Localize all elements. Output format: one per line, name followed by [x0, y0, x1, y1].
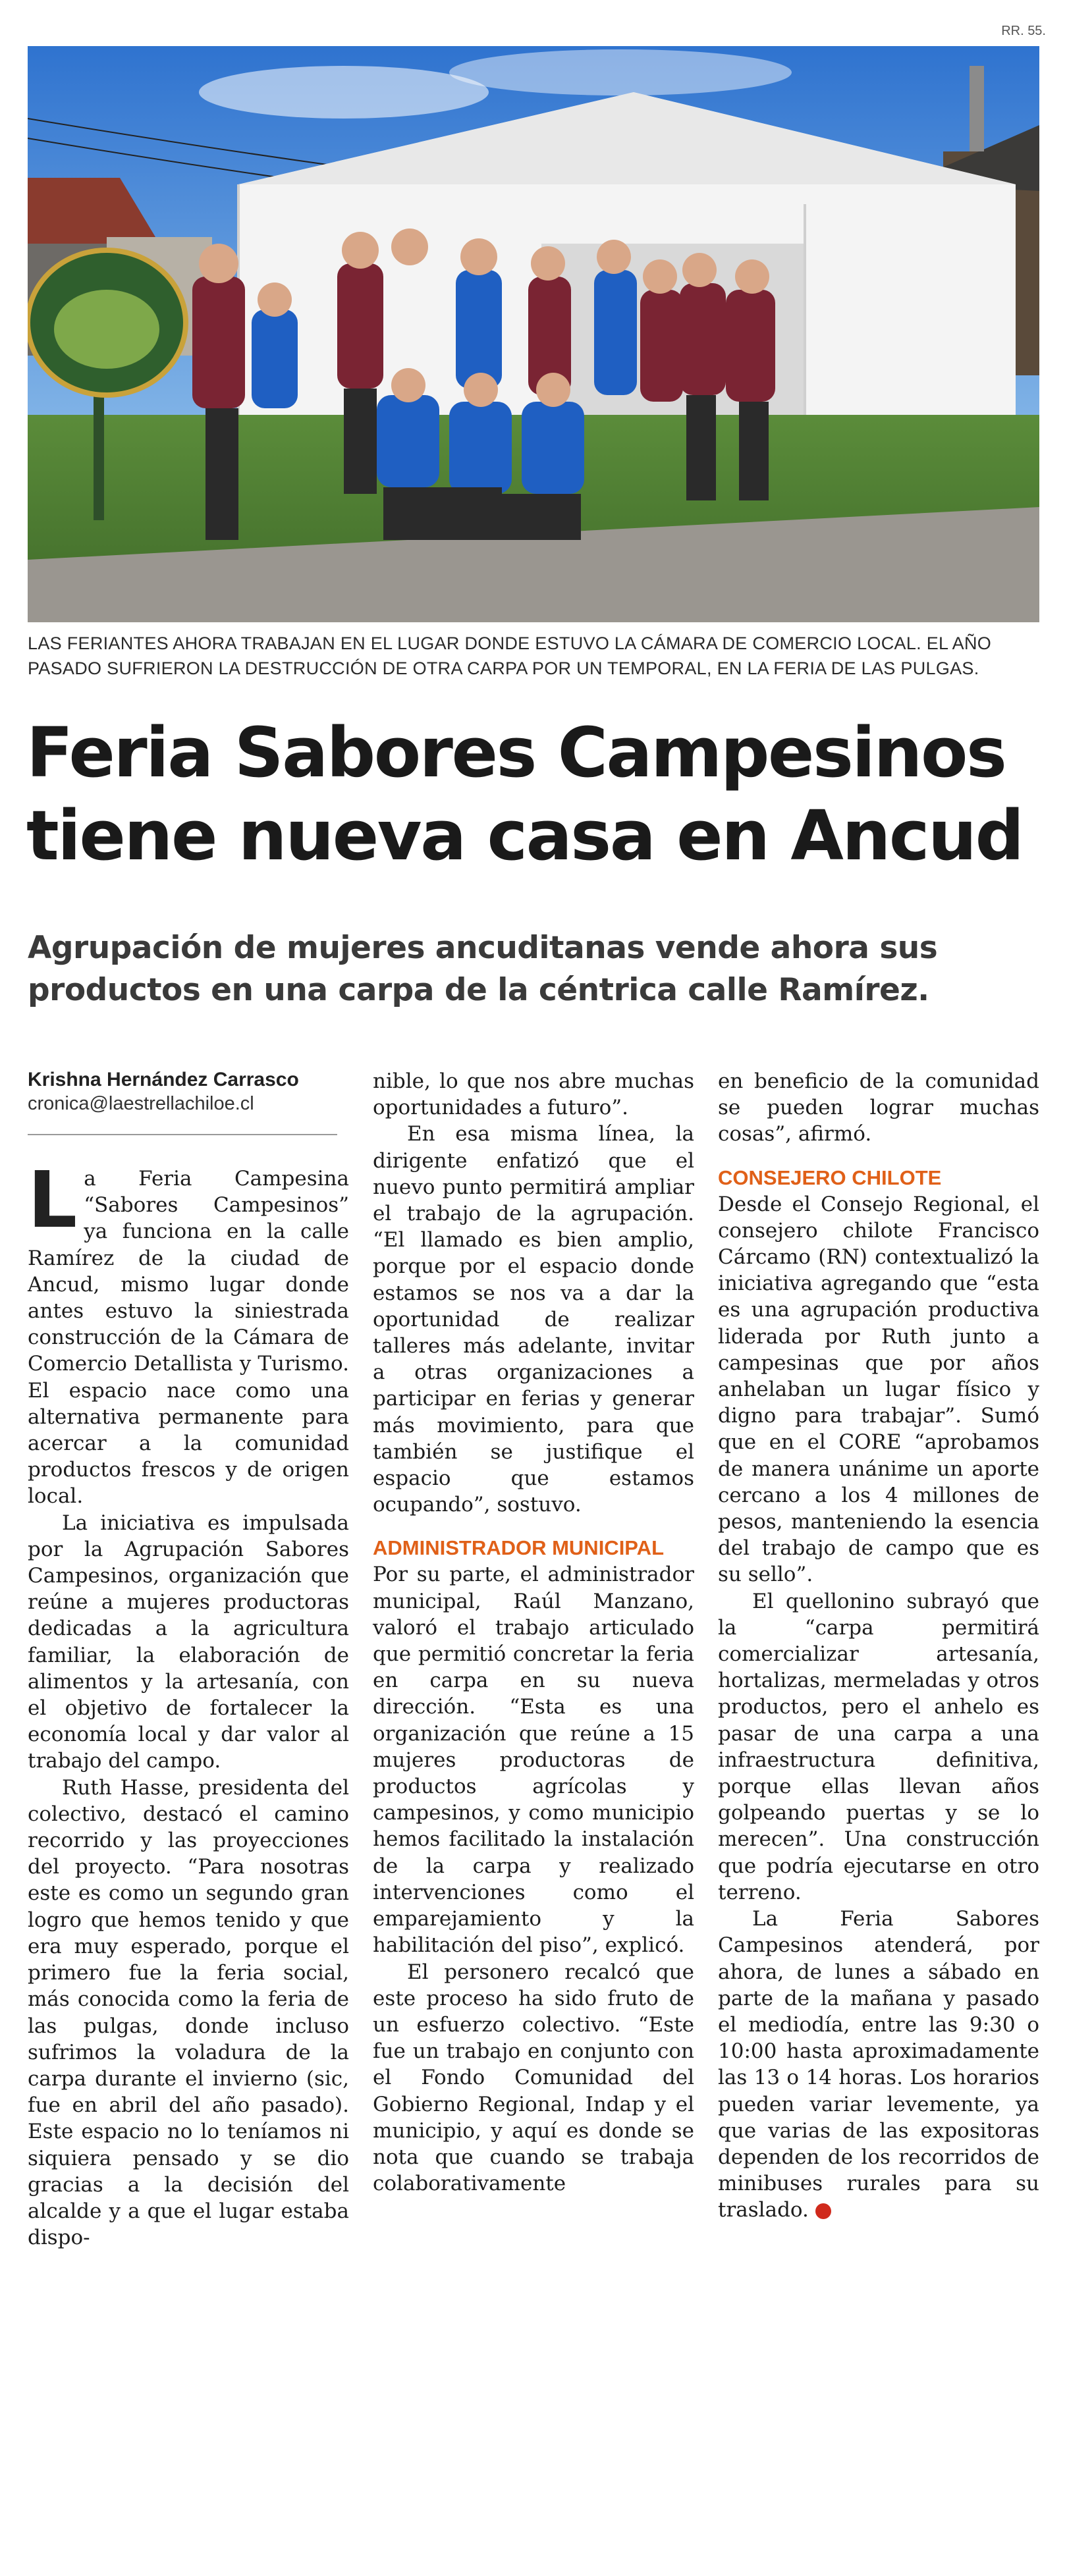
cloud [199, 66, 489, 119]
article-paragraph: en beneficio de la comunidad se pueden lograr muchas cosas”, afirmó. [718, 1069, 1039, 1146]
article-paragraph: La iniciativa es impulsada por la Agrupación Sabores Campesinos, organización que reúne a mujeres productoras dedicadas a la agricultura familiar, la elaboración de alimentos y la artesanía, con el objetivo de fortalecer la economía local y dar valor al trabajo del campo. [28, 1511, 349, 1773]
article-column-1 [28, 1154, 349, 2251]
article-paragraph: El personero recalcó que este proceso ha sido fruto de un esfuerzo colectivo. “Este fue un trabajo en conjunto con el Fondo Comunidad del Gobierno Regional, Indap y el municipio, y aquí es donde se nota que cuando se trabaja colaborativamente [373, 1960, 694, 2196]
headline [26, 711, 1054, 877]
article-paragraph-text: La Feria Sabores Campesinos atenderá, por ahora, de lunes a sábado en parte de la mañana y pasado el mediodía, entre las 9:30 o 10:00 hasta aproximadamente las 13 o 14 horas. Los horarios pueden variar levemente, ya que varias de las expositoras dependen de los recorridos de minibuses rurales para su traslado. [718, 1907, 1039, 2222]
byline-author: Krishna Hernández Carrasco [28, 1069, 299, 1090]
headline-line-2: tiene nueva casa en Ancud [26, 795, 1023, 876]
photo-illustration [28, 46, 1039, 622]
byline-email[interactable]: cronica@laestrellachiloe.cl [28, 1093, 254, 1114]
article-paragraph [718, 1906, 1039, 2223]
article-paragraph [28, 1154, 349, 1510]
byline-divider [28, 1134, 337, 1135]
article-paragraph: Por su parte, el administrador municipal, Raúl Manzano, valoró el trabajo articulado que permitió concretar la feria en carpa en su nueva dirección. “Esta es una organización que reúne a 15 mujeres productoras de productos agrícolas y campesinos, y como municipio hemos facilitado la instalación de la carpa y realizado intervenciones como el emparejamiento y la habilitación del piso”, explicó. [373, 1563, 694, 1958]
article-paragraph: Desde el Consejo Regional, el consejero chilote Francisco Cárcamo (RN) contextualizó la iniciativa agregando que “esta es una agrupación productiva liderada por Ruth junto a campesinas que por años anhelaban un lugar físico y digno para trabajar”. Sumó que en el CORE “aprobamos de manera unánime un aporte cercano a los 4 millones de pesos, manteniendo la esencia del trabajo de campo que es su sello”. [718, 1192, 1039, 1587]
article-photo [28, 46, 1039, 622]
article-column-3 [718, 1068, 1039, 2224]
cloud [449, 49, 792, 95]
headline-line-1: Feria Sabores Campesinos [26, 712, 1006, 793]
chimney [970, 66, 984, 151]
section-heading-consejero: CONSEJERO CHILOTE [718, 1166, 942, 1189]
article-paragraph: nible, lo que nos abre muchas oportunidades a futuro”. [373, 1069, 694, 1120]
section-heading-administrador: ADMINISTRADOR MUNICIPAL [373, 1536, 665, 1560]
article-column-2 [373, 1068, 694, 2197]
subheadline: Agrupación de mujeres ancuditanas vende ahora sus productos en una carpa de la céntrica calle Ramírez. [28, 930, 938, 1008]
photo-caption: LAS FERIANTES AHORA TRABAJAN EN EL LUGAR DONDE ESTUVO LA CÁMARA DE COMERCIO LOCAL. EL AÑO PASADO SUFRIERON LA DESTRUCCIÓN DE OTRA CARPA POR UN TEMPORAL, EN LA FERIA DE LAS PULGAS. [28, 633, 992, 678]
star-circle-icon: ✪ [815, 2203, 831, 2219]
page-number: RR. 55. [1001, 24, 1046, 38]
byline [28, 1068, 344, 1115]
article-paragraph: Ruth Hasse, presidenta del colectivo, destacó el camino recorrido y las proyecciones del proyecto. “Para nosotras este es como un segundo gran logro que hemos tenido y que era muy esperado, porque el primero fue la feria social, más conocida como la feria de las pulgas, donde incluso sufrimos la voladura de la carpa durante el invierno (sic, fue en abril del año pasado). Este espacio no lo teníamos ni siquiera pensado y se dio gracias a la decisión del alcalde y a que el lugar estaba dispo- [28, 1775, 349, 2250]
article-paragraph: El quellonino subrayó que la “carpa permitirá comercializar artesanía, hortalizas, mermeladas y otros productos, pero el anhelo es pasar de una carpa a una infraestructura definitiva, porque ellas llevan años golpeando puertas y se lo merecen”. Una construcción que podría ejecutarse en otro terreno. [718, 1589, 1039, 1904]
article-paragraph-text: a Feria Campesina “Sabores Campesinos” ya funciona en la calle Ramírez de la ciudad de Ancud, mismo lugar donde antes estuvo la siniestrada construcción de la Cámara de Comercio Detallista y Turismo. El espacio nace como una alternativa permanente para acercar a la comunidad productos frescos y de origen local. [28, 1167, 349, 1509]
drop-cap: L [28, 1154, 78, 1245]
article-paragraph: En esa misma línea, la dirigente enfatizó que el nuevo punto permitirá ampliar el trabajo de la agrupación. “El llamado es bien amplio, porque por el espacio donde estamos se nos va a dar la oportunidad de realizar talleres más adelante, invitar a otras organizaciones a participar en ferias y generar más movimiento, para que también se justifique el espacio que estamos ocupando”, sostuvo. [373, 1122, 694, 1517]
